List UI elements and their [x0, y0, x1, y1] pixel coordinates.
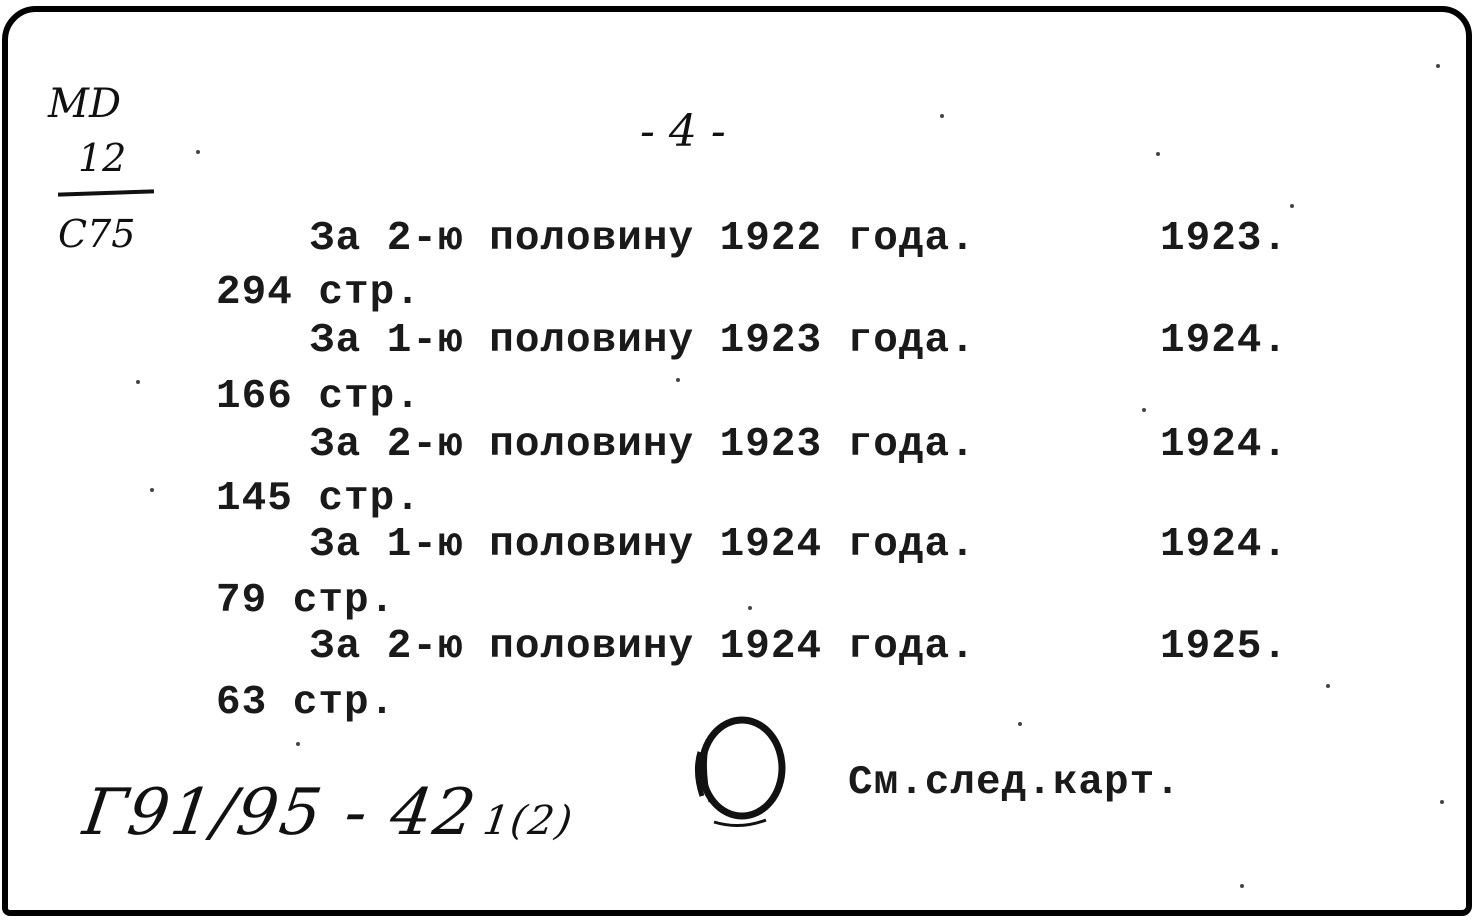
inventory-number	[79, 776, 580, 850]
page-number: - 4 -	[640, 106, 726, 157]
entry-pages: 294 стр.	[216, 270, 421, 316]
inventory-number-main: Г91/95 - 42	[78, 776, 482, 850]
entry-year: 1925.	[1160, 624, 1289, 670]
entry-title: За 2-ю половину 1923 года.	[310, 422, 976, 468]
shelf-mark-line3: C75	[58, 212, 136, 256]
entry-pages: 79 стр.	[216, 578, 396, 624]
entry-year: 1924.	[1160, 318, 1289, 364]
shelf-mark-line1: MD	[48, 81, 122, 127]
circle-stamp-icon	[688, 712, 788, 828]
entry-pages: 145 стр.	[216, 476, 421, 522]
inventory-number-suffix: 1(2)	[480, 798, 577, 844]
entry-pages: 63 стр.	[216, 680, 396, 726]
entry-year: 1924.	[1160, 522, 1289, 568]
shelf-mark-line2: 12	[78, 136, 127, 180]
entry-year: 1923.	[1160, 216, 1289, 262]
entry-pages: 166 стр.	[216, 374, 421, 420]
entry-year: 1924.	[1160, 422, 1289, 468]
entry-title: За 1-ю половину 1924 года.	[310, 522, 976, 568]
see-next-card-note: См.след.карт.	[848, 760, 1181, 806]
entry-title: За 2-ю половину 1922 года.	[310, 216, 976, 262]
entry-title: За 2-ю половину 1924 года.	[310, 624, 976, 670]
entry-title: За 1-ю половину 1923 года.	[310, 318, 976, 364]
